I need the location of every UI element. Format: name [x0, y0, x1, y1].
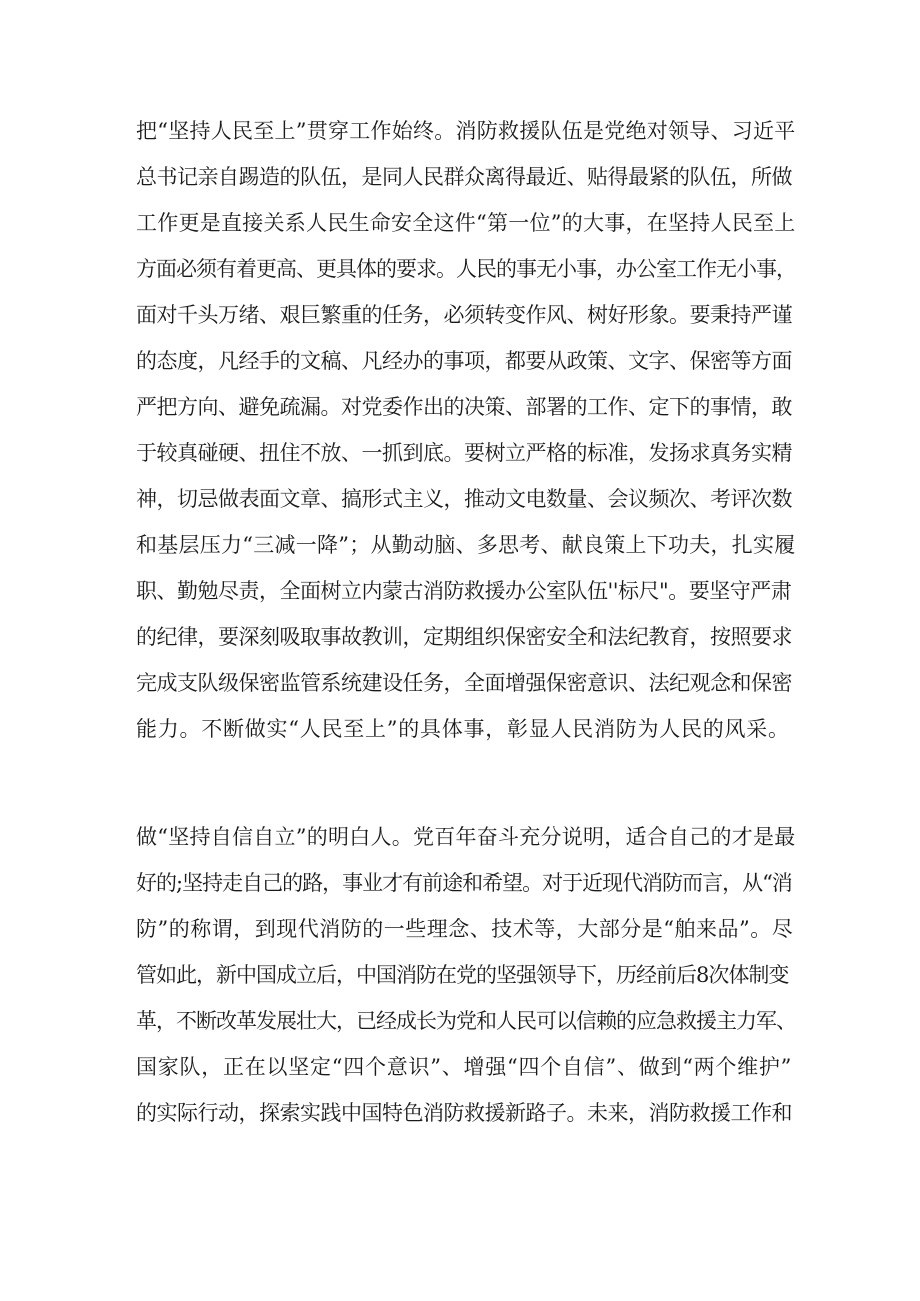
text-line: 防”的称谓，到现代消防的一些理念、技术等，大部分是“舶来品”。尽 [136, 917, 794, 941]
text-line: 的纪律，要深刻吸取事故教训，定期组织保密安全和法纪教育，按照要求 [136, 625, 792, 649]
text-line: 的态度，凡经手的文稿、凡经办的事项，都要从政策、文字、保密等方面 [136, 349, 792, 373]
text-line: 好的;坚持走自己的路，事业才有前途和希望。对于近现代消防而言，从“消 [136, 871, 792, 895]
text-line: 神，切忌做表面文章、搞形式主义，推动文电数量、会议频次、考评次数 [136, 487, 792, 511]
text-line: 能力。不断做实“人民至上”的具体事，彰显人民消防为人民的风采。 [136, 717, 790, 741]
text-line: 做“坚持自信自立”的明白人。党百年奋斗充分说明，适合自己的才是最 [136, 825, 796, 849]
text-line: 的实际行动，探索实践中国特色消防救援新路子。未来，消防救援工作和 [136, 1101, 792, 1125]
text-line: 管如此，新中国成立后，中国消防在党的坚强领导下，历经前后8次体制变 [136, 963, 789, 987]
text-line: 国家队，正在以坚定“四个意识”、增强“四个自信”、做到“两个维护” [136, 1055, 793, 1079]
text-line: 工作更是直接关系人民生命安全这件“第一位”的大事，在坚持人民至上 [136, 211, 796, 235]
text-line: 和基层压力“三减一降”；从勤动脑、多思考、献良策上下功夫，扎实履 [136, 533, 796, 557]
text-line: 方面必须有着更高、更具体的要求。人民的事无小事，办公室工作无小事， [136, 257, 796, 281]
text-line: 严把方向、避免疏漏。对党委作出的决策、部署的工作、定下的事情，敢 [136, 395, 792, 419]
text-line: 面对千头万绪、艰巨繁重的任务，必须转变作风、树好形象。要秉持严谨 [136, 303, 792, 327]
text-line: 职、勤勉尽责，全面树立内蒙古消防救援办公室队伍''标尺"。要坚守严肃 [136, 579, 792, 603]
text-line: 总书记亲自踢造的队伍，是同人民群众离得最近、贴得最紧的队伍，所做 [136, 165, 792, 189]
text-line: 革，不断改革发展壮大，已经成长为党和人民可以信赖的应急救援主力军、 [136, 1009, 796, 1033]
text-line: 于较真碰硬、扭住不放、一抓到底。要树立严格的标准，发扬求真务实精 [136, 441, 792, 465]
text-line: 完成支队级保密监管系统建设任务，全面增强保密意识、法纪观念和保密 [136, 671, 792, 695]
text-line: 把“坚持人民至上”贯穿工作始终。消防救援队伍是党绝对领导、习近平 [136, 119, 796, 143]
